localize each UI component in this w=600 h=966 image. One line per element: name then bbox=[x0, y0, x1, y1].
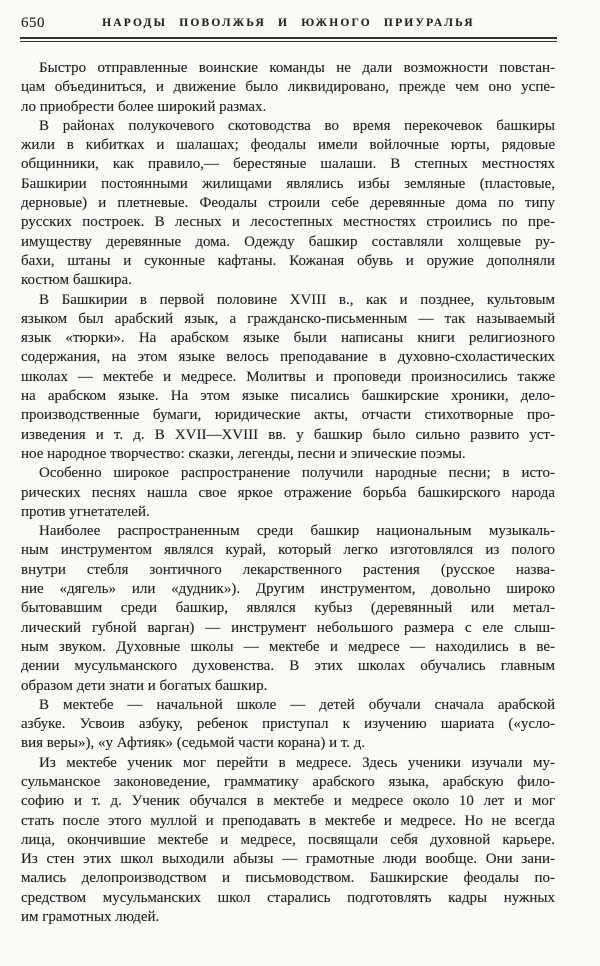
text-line: Быстро отправленные воинские команды не дали возможности повстан- bbox=[39, 60, 555, 76]
paragraph bbox=[21, 59, 555, 117]
text-line: стать после этого муллой и преподавать в мектебе и медресе. Но не всегда bbox=[21, 812, 555, 829]
text-line: им грамотных людей. bbox=[21, 909, 160, 926]
text-line: азбуке. Усвоив азбуку, ребенок приступал к изучению шариата («усло- bbox=[21, 716, 555, 733]
text-line: средством мусульманских школ старались подготовлять кадры нужных bbox=[21, 889, 555, 906]
text-line: вия веры»), «у Афтияк» (седьмой части корана) и т. д. bbox=[21, 735, 366, 752]
text-line: дерновые) и плетневые. Феодалы строили себе деревянные дома по типу bbox=[21, 195, 555, 212]
text-line: цам объединиться, и движение было ликвидировано, прежде чем оно успе- bbox=[21, 79, 555, 96]
text-line: ным инструментом являлся курай, который легко изготовлялся из полого bbox=[21, 542, 555, 559]
page-number: 650 bbox=[21, 15, 45, 31]
text-line: изведения и т. д. В XVII—XVIII вв. у башкир было сильно развито уст- bbox=[21, 426, 555, 443]
running-title: НАРОДЫ ПОВОЛЖЬЯ И ЮЖНОГО ПРИУРАЛЬЯ bbox=[102, 17, 475, 29]
text-line: костюм башкира. bbox=[21, 272, 132, 289]
paragraph bbox=[21, 117, 555, 291]
text-line: лический губной варган) — инструмент небольшого размера с еле слыш- bbox=[21, 619, 555, 636]
text-line: ние «дягель» или «дудник»). Другим инструментом, довольно широко bbox=[21, 581, 555, 598]
text-line: имуществу деревянные дома. Одежду башкир составляли холщевые ру- bbox=[21, 233, 555, 250]
text-line: школах — мектебе и медресе. Молитвы и проповеди произносились также bbox=[21, 368, 555, 385]
paragraph bbox=[21, 696, 555, 754]
text-line: русских построек. В лесных и лесостепных местностях строились по пре- bbox=[21, 214, 555, 231]
text-line: Наиболее распространенным среди башкир национальным музыкаль- bbox=[39, 523, 555, 540]
text-line: содержания, на этом языке велось преподавание в духовно-схоластических bbox=[21, 349, 555, 366]
text-line: образом дети знати и богатых башкир. bbox=[21, 677, 268, 694]
text-line: бахи, штаны и суконные кафтаны. Кожаная обувь и оружие дополняли bbox=[21, 252, 555, 269]
text-line: мались делопроизводством и письмоводством. Башкирские феодалы по- bbox=[21, 870, 555, 887]
paragraph bbox=[21, 291, 555, 465]
text-line: В районах полукочевого скотоводства во время перекочевок башкиры bbox=[39, 117, 555, 134]
text-line: жили в кибитках и шалашах; феодалы имели войлочные юрты, рядовые bbox=[21, 137, 555, 154]
text-line: сульманское законоведение, грамматику арабского языка, арабскую фило- bbox=[21, 773, 555, 790]
text-block bbox=[21, 59, 555, 927]
text-line: Из стен этих школ выходили абызы — грамотные люди вообще. Они зани- bbox=[21, 851, 555, 868]
text-line: лица, окончившие мектебе и медресе, посвящали себя духовной карьере. bbox=[21, 831, 555, 848]
text-line: языком был арабский язык, а гражданско-письменным — так называемый bbox=[21, 310, 555, 327]
text-line: Особенно широкое распространение получили народные песни; в исто- bbox=[39, 465, 555, 482]
text-line: дении мусульманского духовенства. В этих школах обучались главным bbox=[21, 658, 555, 675]
paragraph bbox=[21, 464, 555, 522]
text-line: Из мектебе ученик мог перейти в медресе. Здесь ученики изучали му- bbox=[39, 754, 555, 771]
text-line: Башкирии постоянными жилищами являлись избы земляные (пластовые, bbox=[21, 175, 555, 192]
text-line: рических песнях нашла свое яркое отражение борьба башкирского народа bbox=[21, 484, 555, 501]
text-line: бытовавшим среди башкир, являлся кубыз (деревянный или метал- bbox=[21, 600, 555, 617]
text-line: софию и т. д. Ученик обучался в мектебе и медресе около 10 лет и мог bbox=[21, 793, 555, 810]
text-line: на арабском языке. На этом языке писались башкирские хроники, дело- bbox=[21, 388, 555, 405]
text-line: производственные бумаги, юридические акты, отчасти стихотворные про- bbox=[21, 407, 555, 424]
text-line: ное народное творчество: сказки, легенды, песни и эпические поэмы. bbox=[21, 445, 466, 462]
text-line: общинники, как правило,— берестяные шалаши. В степных местностях bbox=[21, 156, 555, 173]
text-line: В Башкирии в первой половине XVIII в., как и позднее, культовым bbox=[39, 291, 555, 308]
text-line: внутри стебля зонтичного лекарственного растения (русское назва- bbox=[21, 561, 555, 578]
text-line: В мектебе — начальной школе — детей обучали сначала арабской bbox=[39, 696, 555, 713]
paragraph bbox=[21, 522, 555, 696]
paragraph bbox=[21, 754, 555, 928]
text-line: ло приобрести более широкий размах. bbox=[21, 98, 267, 115]
text-line: против угнетателей. bbox=[21, 503, 150, 520]
text-line: ным звуком. Духовные школы — мектебе и медресе — находились в ве- bbox=[21, 638, 555, 655]
text-line: язык «тюрки». На арабском языке были написаны книги религиозного bbox=[21, 330, 555, 347]
header-double-rule bbox=[20, 37, 557, 42]
